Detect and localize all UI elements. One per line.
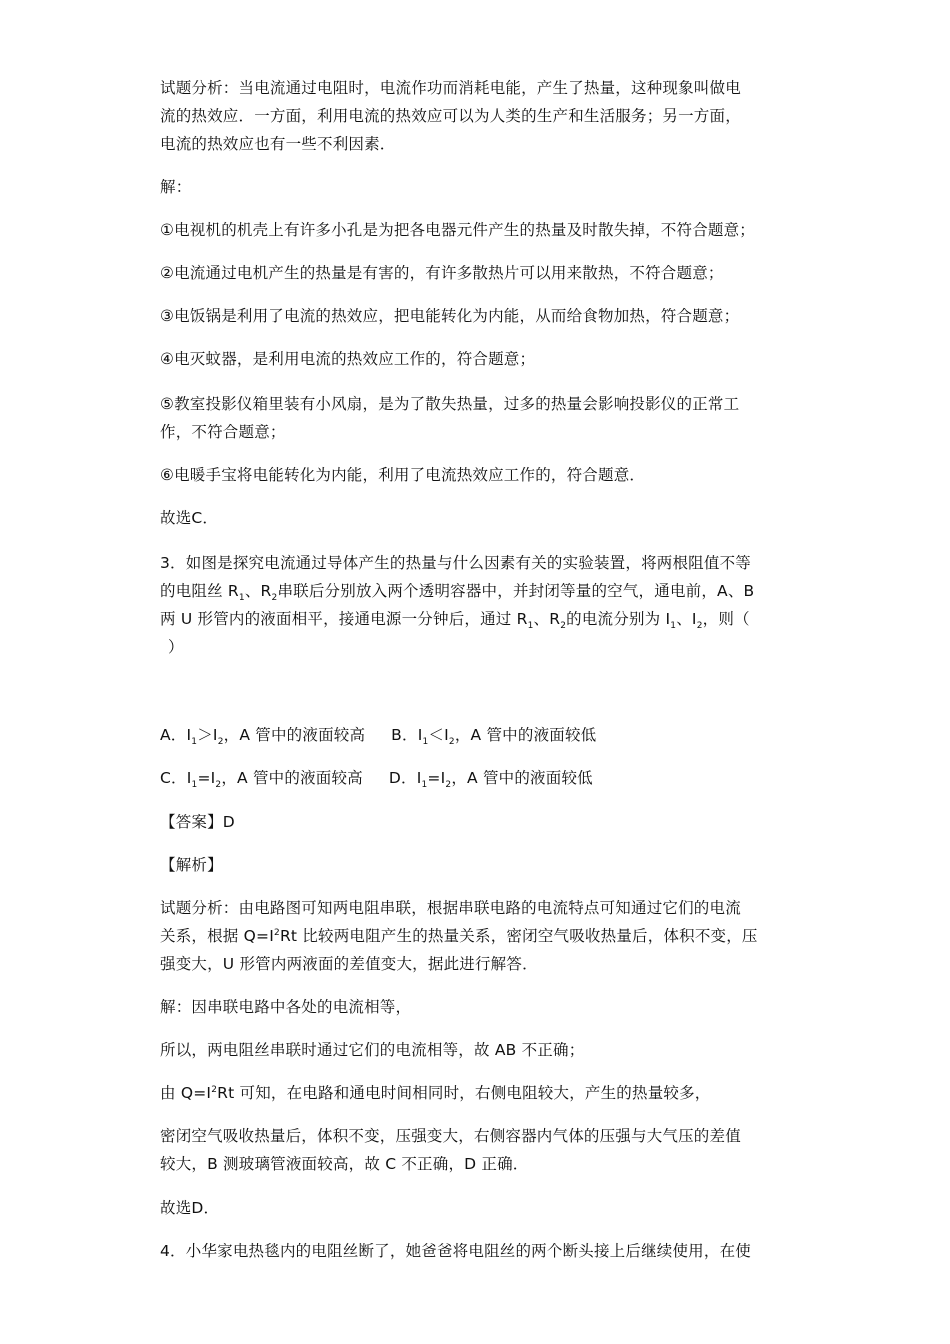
- question-text-line: 4．小华家电热毯内的电阻丝断了，她爸爸将电阻丝的两个断头接上后继续使用，在使: [160, 1242, 751, 1260]
- question-text-line: 3．如图是探究电流通过导体产生的热量与什么因素有关的实验装置，将两根阻值不等: [160, 554, 751, 572]
- question-text-line: ）: [168, 638, 184, 656]
- analysis-text-line: 试题分析：当电流通过电阻时，电流作功而消耗电能，产生了热量，这种现象叫做电: [160, 79, 741, 97]
- solution-item: ②电流通过电机产生的热量是有害的，有许多散热片可以用来散热，不符合题意；: [160, 264, 724, 282]
- solution-item: ①电视机的机壳上有许多小孔是为把各电器元件产生的热量及时散失掉，不符合题意；: [160, 221, 755, 239]
- analysis-text-line: 流的热效应．一方面，利用电流的热效应可以为人类的生产和生活服务；另一方面，: [160, 107, 741, 125]
- analysis-text-line: 强变大，U 形管内两液面的差值变大，据此进行解答．: [160, 955, 538, 973]
- question-text-line: 的电阻丝 $R_1$、$R_2$串联后分别放入两个透明容器中，并封闭等量的空气，通电前，A、B: [160, 582, 755, 604]
- solution-item: ⑥电暖手宝将电能转化为内能，利用了电流热效应工作的，符合题意．: [160, 466, 646, 484]
- solution-label: 解：: [160, 178, 192, 196]
- option-d: D．$I_1=I_2$，A 管中的液面较低: [388, 769, 593, 791]
- conclusion-text: 故选D．: [160, 1199, 220, 1217]
- solution-item: 解：因串联电路中各处的电流相等，: [160, 998, 412, 1016]
- question-text-line: 两 U 形管内的液面相平，接通电源一分钟后，通过 $R_1$、$R_2$的电流分别为 $I_1$、$I_2$，则（: [160, 610, 750, 632]
- analysis-text-line: 电流的热效应也有一些不利因素．: [160, 135, 396, 153]
- solution-item: 密闭空气吸收热量后，体积不变，压强变大，右侧容器内气体的压强与大气压的差值: [160, 1127, 741, 1145]
- solution-item: ⑤教室投影仪箱里装有小风扇，是为了散失热量，过多的热量会影响投影仪的正常工: [160, 395, 740, 413]
- option-c: C．$I_1=I_2$，A 管中的液面较高: [160, 769, 363, 791]
- options-row: [160, 768, 593, 791]
- option-b: B．$I_1<I_2$，A 管中的液面较低: [391, 726, 597, 748]
- conclusion-text: 故选C．: [160, 509, 219, 527]
- solution-item: 较大，B 测玻璃管液面较高，故 C 不正确，D 正确．: [160, 1155, 529, 1173]
- solution-item: ④电灭蚊器，是利用电流的热效应工作的，符合题意；: [160, 350, 536, 368]
- option-a: A．$I_1>I_2$，A 管中的液面较高: [160, 726, 366, 748]
- analysis-text-line: 试题分析：由电路图可知两电阻串联，根据串联电路的电流特点可知通过它们的电流: [160, 899, 741, 917]
- solution-item: 由 $Q=I^2Rt$ 可知，在电路和通电时间相同时，右侧电阻较大，产生的热量较多，: [160, 1084, 711, 1102]
- solution-item: ③电饭锅是利用了电流的热效应，把电能转化为内能，从而给食物加热，符合题意；: [160, 307, 740, 325]
- solution-item: 所以，两电阻丝串联时通过它们的电流相等，故 AB 不正确；: [160, 1041, 585, 1059]
- analysis-text-line: 关系，根据 $Q=I^2Rt$ 比较两电阻产生的热量关系，密闭空气吸收热量后，体积不变，压: [160, 927, 758, 945]
- solution-item: 作，不符合题意；: [160, 423, 286, 441]
- answer-label: 【答案】D: [160, 813, 235, 831]
- options-row: [160, 725, 597, 748]
- analysis-label: 【解析】: [160, 856, 223, 874]
